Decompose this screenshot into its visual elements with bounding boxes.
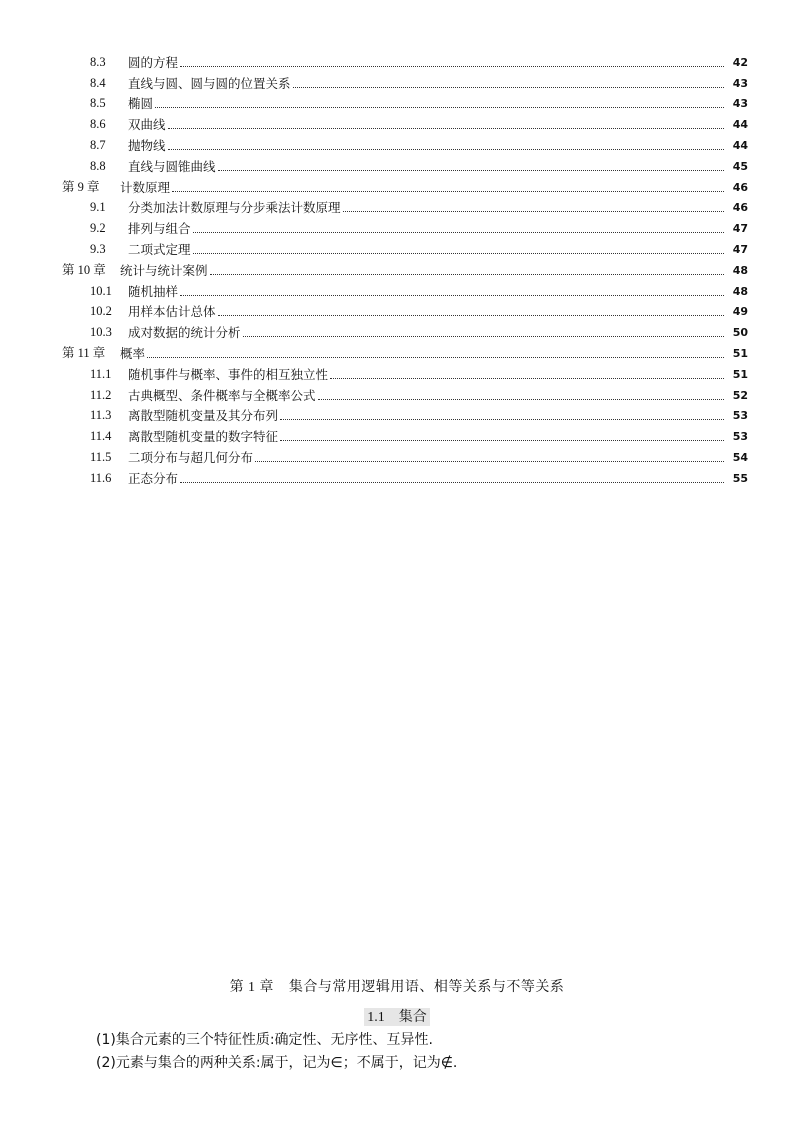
- toc-entry-page: 47: [732, 222, 748, 236]
- toc-entry[interactable]: [0, 132, 794, 153]
- dot-leader: [280, 438, 724, 441]
- dot-leader: [218, 168, 724, 171]
- toc-entry-number: 8.5: [90, 96, 106, 111]
- toc-entry[interactable]: [0, 319, 794, 340]
- toc-entry-title: 二项式定理: [128, 241, 191, 257]
- toc-entry-number: 9.2: [90, 221, 106, 236]
- dot-leader: [180, 480, 724, 483]
- toc-entry-title: 随机抽样: [128, 283, 179, 299]
- toc-entry[interactable]: [0, 153, 794, 174]
- dot-leader: [318, 397, 724, 400]
- toc-entry-number: 10.1: [90, 283, 112, 298]
- toc-entry-title: 抛物线: [128, 137, 166, 153]
- toc-entry-number: 10.2: [90, 304, 112, 319]
- toc-entry[interactable]: [0, 340, 794, 361]
- toc-entry[interactable]: [0, 195, 794, 216]
- toc-entry-page: 55: [732, 471, 748, 485]
- toc-entry-number: 第 9 章: [62, 179, 100, 194]
- body-paragraph: (1)集合元素的三个特征性质:确定性、无序性、互异性.: [96, 1032, 433, 1048]
- toc-entry[interactable]: [0, 111, 794, 132]
- toc-entry[interactable]: [0, 174, 794, 195]
- toc-entry-page: 47: [732, 242, 748, 256]
- dot-leader: [147, 355, 724, 358]
- toc-entry-title: 统计与统计案例: [120, 262, 208, 278]
- toc-entry-page: 52: [732, 388, 748, 402]
- toc-entry[interactable]: [0, 361, 794, 382]
- toc-entry-page: 50: [732, 326, 748, 340]
- toc-entry-title: 椭圆: [128, 96, 154, 112]
- toc-entry-title: 古典概型、条件概率与全概率公式: [128, 387, 316, 403]
- toc-entry-number: 11.2: [90, 387, 112, 402]
- toc-entry-page: 46: [732, 201, 748, 215]
- toc-entry[interactable]: [0, 49, 794, 70]
- section-heading: [0, 1006, 794, 1026]
- dot-leader: [168, 126, 724, 129]
- toc-entry[interactable]: [0, 215, 794, 236]
- toc-entry-number: 第 11 章: [62, 345, 106, 360]
- toc-entry-title: 正态分布: [128, 470, 179, 486]
- toc-entry-page: 42: [732, 55, 748, 69]
- toc-entry-number: 8.8: [90, 158, 106, 173]
- toc-entry-title: 计数原理: [120, 179, 171, 195]
- toc-entry-title: 成对数据的统计分析: [128, 325, 241, 341]
- table-of-contents: [0, 49, 794, 486]
- toc-entry-page: 53: [732, 430, 748, 444]
- toc-entry[interactable]: [0, 236, 794, 257]
- toc-entry-page: 45: [732, 159, 748, 173]
- dot-leader: [155, 105, 724, 108]
- dot-leader: [168, 147, 724, 150]
- toc-entry-number: 第 10 章: [62, 262, 106, 277]
- toc-entry-number: 9.1: [90, 200, 106, 215]
- toc-entry-page: 49: [732, 305, 748, 319]
- toc-entry[interactable]: [0, 423, 794, 444]
- toc-entry-page: 48: [732, 284, 748, 298]
- toc-entry[interactable]: [0, 382, 794, 403]
- toc-entry-number: 11.5: [90, 449, 112, 464]
- toc-entry[interactable]: [0, 403, 794, 424]
- toc-entry-page: 51: [732, 346, 748, 360]
- toc-entry[interactable]: [0, 257, 794, 278]
- toc-entry-number: 11.1: [90, 366, 112, 381]
- toc-entry-page: 51: [732, 367, 748, 381]
- toc-entry-number: 8.4: [90, 75, 106, 90]
- toc-entry-title: 直线与圆锥曲线: [128, 158, 216, 174]
- toc-entry[interactable]: [0, 70, 794, 91]
- toc-entry-number: 8.6: [90, 117, 106, 132]
- toc-entry-page: 54: [732, 450, 748, 464]
- section-number: 1.1: [367, 1010, 385, 1025]
- dot-leader: [343, 209, 724, 212]
- toc-entry-number: 9.3: [90, 241, 106, 256]
- toc-entry-number: 10.3: [90, 325, 112, 340]
- toc-entry-number: 11.3: [90, 408, 112, 423]
- dot-leader: [180, 293, 724, 296]
- toc-entry-page: 43: [732, 97, 748, 111]
- toc-entry[interactable]: [0, 465, 794, 486]
- toc-entry-page: 43: [732, 76, 748, 90]
- chapter-heading: [0, 976, 794, 996]
- toc-entry-number: 8.7: [90, 137, 106, 152]
- toc-entry-page: 53: [732, 409, 748, 423]
- dot-leader: [280, 417, 724, 420]
- section-title: 集合: [398, 1009, 427, 1025]
- toc-entry-title: 分类加法计数原理与分步乘法计数原理: [128, 200, 341, 216]
- toc-entry-title: 随机事件与概率、事件的相互独立性: [128, 366, 329, 382]
- toc-entry-number: 8.3: [90, 54, 106, 69]
- toc-entry-title: 直线与圆、圆与圆的位置关系: [128, 75, 291, 91]
- toc-entry[interactable]: [0, 91, 794, 112]
- dot-leader: [180, 64, 724, 67]
- toc-entry-title: 排列与组合: [128, 221, 191, 237]
- toc-entry-number: 11.6: [90, 470, 112, 485]
- toc-entry-title: 双曲线: [128, 117, 166, 133]
- dot-leader: [330, 376, 724, 379]
- toc-entry-title: 用样本估计总体: [128, 304, 216, 320]
- toc-entry[interactable]: [0, 278, 794, 299]
- toc-entry[interactable]: [0, 299, 794, 320]
- toc-entry-page: 44: [732, 138, 748, 152]
- dot-leader: [193, 230, 724, 233]
- chapter-number: 第 1 章: [229, 980, 275, 995]
- dot-leader: [172, 189, 724, 192]
- chapter-title: 集合与常用逻辑用语、相等关系与不等关系: [288, 979, 565, 995]
- dot-leader: [218, 313, 724, 316]
- dot-leader: [255, 459, 724, 462]
- dot-leader: [193, 251, 724, 254]
- toc-entry-page: 48: [732, 263, 748, 277]
- dot-leader: [210, 272, 724, 275]
- dot-leader: [293, 85, 724, 88]
- toc-entry-title: 离散型随机变量的数字特征: [128, 429, 279, 445]
- toc-entry-title: 概率: [120, 345, 146, 361]
- toc-entry-number: 11.4: [90, 429, 112, 444]
- toc-entry-title: 二项分布与超几何分布: [128, 449, 254, 465]
- toc-entry-page: 44: [732, 118, 748, 132]
- toc-entry[interactable]: [0, 444, 794, 465]
- body-paragraph: (2)元素与集合的两种关系:属于，记为∈；不属于，记为∉.: [96, 1055, 458, 1071]
- dot-leader: [243, 334, 724, 337]
- toc-entry-page: 46: [732, 180, 748, 194]
- toc-entry-title: 圆的方程: [128, 54, 179, 70]
- toc-entry-title: 离散型随机变量及其分布列: [128, 408, 279, 424]
